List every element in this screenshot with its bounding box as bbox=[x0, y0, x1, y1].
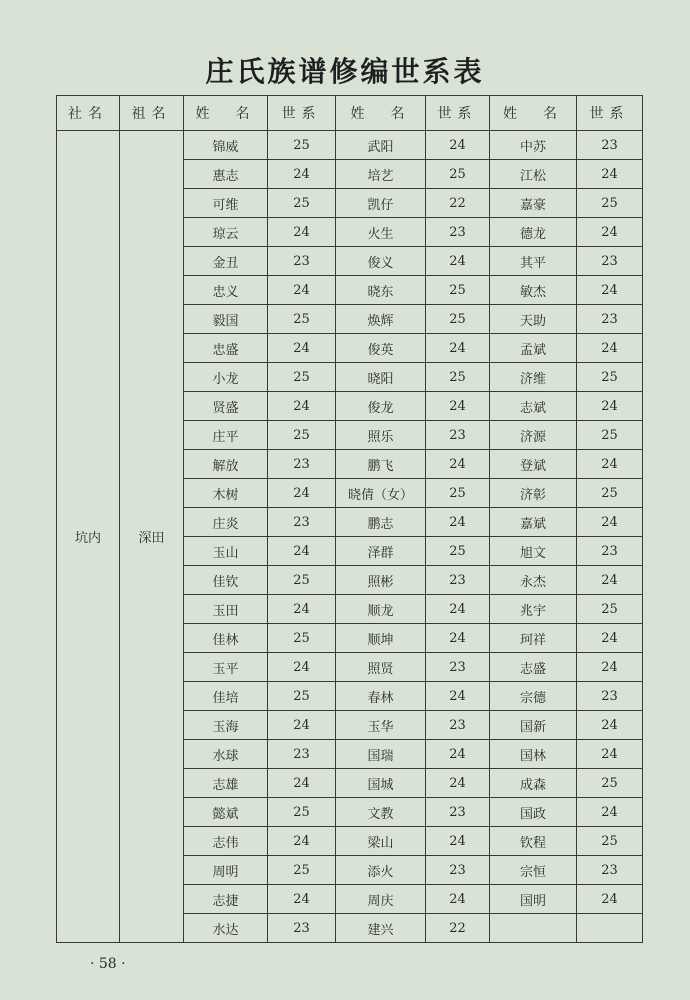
generation-cell: 24 bbox=[426, 682, 490, 711]
generation-cell: 23 bbox=[268, 508, 336, 537]
generation-cell: 25 bbox=[426, 276, 490, 305]
name-cell: 国明 bbox=[490, 885, 577, 914]
name-cell: 武阳 bbox=[336, 131, 426, 160]
name-cell: 忠盛 bbox=[184, 334, 268, 363]
name-cell: 旭文 bbox=[490, 537, 577, 566]
name-cell: 国瑞 bbox=[336, 740, 426, 769]
generation-cell: 23 bbox=[268, 740, 336, 769]
name-cell: 成森 bbox=[490, 769, 577, 798]
generation-cell: 23 bbox=[426, 711, 490, 740]
name-cell: 惠志 bbox=[184, 160, 268, 189]
name-cell: 钦程 bbox=[490, 827, 577, 856]
name-cell: 晓阳 bbox=[336, 363, 426, 392]
name-cell: 珂祥 bbox=[490, 624, 577, 653]
name-cell: 孟斌 bbox=[490, 334, 577, 363]
name-cell: 宗德 bbox=[490, 682, 577, 711]
name-cell: 济彰 bbox=[490, 479, 577, 508]
name-cell: 俊龙 bbox=[336, 392, 426, 421]
name-cell: 培艺 bbox=[336, 160, 426, 189]
name-cell: 玉田 bbox=[184, 595, 268, 624]
name-cell: 庄炎 bbox=[184, 508, 268, 537]
generation-cell: 24 bbox=[426, 595, 490, 624]
name-cell: 国新 bbox=[490, 711, 577, 740]
generation-cell: 25 bbox=[577, 363, 643, 392]
name-cell: 宗恒 bbox=[490, 856, 577, 885]
generation-cell: 25 bbox=[268, 421, 336, 450]
name-cell: 国政 bbox=[490, 798, 577, 827]
generation-cell: 24 bbox=[577, 334, 643, 363]
generation-cell: 23 bbox=[426, 566, 490, 595]
generation-cell: 24 bbox=[577, 740, 643, 769]
generation-cell: 24 bbox=[426, 247, 490, 276]
generation-cell: 25 bbox=[577, 421, 643, 450]
generation-cell: 23 bbox=[577, 682, 643, 711]
she-name-cell: 坑内 bbox=[57, 131, 120, 943]
generation-cell: 24 bbox=[268, 653, 336, 682]
generation-cell: 24 bbox=[268, 711, 336, 740]
name-cell: 添火 bbox=[336, 856, 426, 885]
generation-cell: 24 bbox=[268, 769, 336, 798]
generation-cell: 25 bbox=[426, 537, 490, 566]
generation-cell: 24 bbox=[577, 276, 643, 305]
generation-cell: 24 bbox=[577, 624, 643, 653]
page-title: 庄氏族谱修编世系表 bbox=[205, 55, 485, 88]
name-cell: 中苏 bbox=[490, 131, 577, 160]
generation-cell: 24 bbox=[268, 479, 336, 508]
name-cell: 晓倩（女） bbox=[336, 479, 426, 508]
name-cell: 鹏飞 bbox=[336, 450, 426, 479]
generation-cell: 25 bbox=[268, 624, 336, 653]
generation-cell: 22 bbox=[426, 914, 490, 943]
name-cell: 庄平 bbox=[184, 421, 268, 450]
generation-cell: 24 bbox=[577, 218, 643, 247]
generation-cell: 25 bbox=[577, 827, 643, 856]
genealogy-table bbox=[56, 95, 643, 943]
generation-cell: 24 bbox=[426, 885, 490, 914]
name-cell: 俊英 bbox=[336, 334, 426, 363]
name-cell: 照乐 bbox=[336, 421, 426, 450]
name-cell: 敏杰 bbox=[490, 276, 577, 305]
generation-cell: 25 bbox=[577, 595, 643, 624]
name-cell: 凯仔 bbox=[336, 189, 426, 218]
name-cell: 晓东 bbox=[336, 276, 426, 305]
generation-cell: 24 bbox=[577, 450, 643, 479]
name-cell: 金丑 bbox=[184, 247, 268, 276]
header-row bbox=[57, 96, 643, 131]
generation-cell: 23 bbox=[426, 856, 490, 885]
generation-cell: 24 bbox=[268, 827, 336, 856]
generation-cell: 23 bbox=[577, 305, 643, 334]
header-name-2: 姓 名 bbox=[336, 96, 426, 131]
generation-cell: 25 bbox=[577, 479, 643, 508]
generation-cell: 25 bbox=[426, 479, 490, 508]
name-cell: 周庆 bbox=[336, 885, 426, 914]
generation-cell: 24 bbox=[577, 392, 643, 421]
name-cell bbox=[490, 914, 577, 943]
name-cell: 玉平 bbox=[184, 653, 268, 682]
generation-cell: 25 bbox=[426, 160, 490, 189]
generation-cell: 25 bbox=[577, 769, 643, 798]
header-she-name: 社名 bbox=[57, 96, 120, 131]
generation-cell: 24 bbox=[426, 827, 490, 856]
name-cell: 其平 bbox=[490, 247, 577, 276]
name-cell: 志捷 bbox=[184, 885, 268, 914]
generation-cell: 25 bbox=[426, 305, 490, 334]
name-cell: 玉海 bbox=[184, 711, 268, 740]
name-cell: 焕辉 bbox=[336, 305, 426, 334]
zu-name-cell: 深田 bbox=[120, 131, 184, 943]
name-cell: 懿斌 bbox=[184, 798, 268, 827]
table-row bbox=[57, 131, 643, 160]
name-cell: 鹏志 bbox=[336, 508, 426, 537]
name-cell: 贤盛 bbox=[184, 392, 268, 421]
generation-cell: 24 bbox=[268, 537, 336, 566]
header-name-1: 姓 名 bbox=[184, 96, 268, 131]
header-generation-2: 世系 bbox=[426, 96, 490, 131]
name-cell: 嘉豪 bbox=[490, 189, 577, 218]
generation-cell: 25 bbox=[268, 189, 336, 218]
generation-cell: 25 bbox=[268, 131, 336, 160]
name-cell: 照贤 bbox=[336, 653, 426, 682]
generation-cell: 24 bbox=[577, 885, 643, 914]
header-generation-3: 世系 bbox=[577, 96, 643, 131]
generation-cell: 23 bbox=[577, 131, 643, 160]
generation-cell: 24 bbox=[268, 218, 336, 247]
name-cell: 天助 bbox=[490, 305, 577, 334]
generation-cell: 24 bbox=[268, 334, 336, 363]
name-cell: 俊义 bbox=[336, 247, 426, 276]
generation-cell: 24 bbox=[577, 653, 643, 682]
name-cell: 周明 bbox=[184, 856, 268, 885]
name-cell: 佳林 bbox=[184, 624, 268, 653]
generation-cell: 25 bbox=[268, 798, 336, 827]
name-cell: 水达 bbox=[184, 914, 268, 943]
generation-cell: 25 bbox=[268, 305, 336, 334]
generation-cell: 24 bbox=[426, 392, 490, 421]
generation-cell: 24 bbox=[426, 740, 490, 769]
page-number: · 58 · bbox=[90, 956, 126, 972]
generation-cell: 23 bbox=[268, 914, 336, 943]
name-cell: 国林 bbox=[490, 740, 577, 769]
generation-cell: 23 bbox=[577, 247, 643, 276]
generation-cell: 24 bbox=[268, 276, 336, 305]
name-cell: 可维 bbox=[184, 189, 268, 218]
name-cell: 毅国 bbox=[184, 305, 268, 334]
name-cell: 佳钦 bbox=[184, 566, 268, 595]
name-cell: 泽群 bbox=[336, 537, 426, 566]
name-cell: 锦威 bbox=[184, 131, 268, 160]
name-cell: 济源 bbox=[490, 421, 577, 450]
name-cell: 木树 bbox=[184, 479, 268, 508]
generation-cell bbox=[577, 914, 643, 943]
generation-cell: 24 bbox=[268, 885, 336, 914]
generation-cell: 24 bbox=[426, 131, 490, 160]
generation-cell: 24 bbox=[577, 798, 643, 827]
name-cell: 梁山 bbox=[336, 827, 426, 856]
name-cell: 永杰 bbox=[490, 566, 577, 595]
generation-cell: 24 bbox=[577, 711, 643, 740]
name-cell: 小龙 bbox=[184, 363, 268, 392]
generation-cell: 23 bbox=[426, 218, 490, 247]
generation-cell: 24 bbox=[268, 160, 336, 189]
name-cell: 兆宇 bbox=[490, 595, 577, 624]
name-cell: 志盛 bbox=[490, 653, 577, 682]
generation-cell: 24 bbox=[426, 508, 490, 537]
generation-cell: 25 bbox=[426, 363, 490, 392]
name-cell: 顺坤 bbox=[336, 624, 426, 653]
header-name-3: 姓 名 bbox=[490, 96, 577, 131]
name-cell: 德龙 bbox=[490, 218, 577, 247]
generation-cell: 24 bbox=[426, 769, 490, 798]
generation-cell: 25 bbox=[268, 566, 336, 595]
name-cell: 顺龙 bbox=[336, 595, 426, 624]
generation-cell: 23 bbox=[426, 798, 490, 827]
name-cell: 登斌 bbox=[490, 450, 577, 479]
generation-cell: 23 bbox=[577, 537, 643, 566]
generation-cell: 25 bbox=[577, 189, 643, 218]
generation-cell: 23 bbox=[577, 856, 643, 885]
header-zu-name: 祖名 bbox=[120, 96, 184, 131]
name-cell: 琼云 bbox=[184, 218, 268, 247]
generation-cell: 23 bbox=[426, 421, 490, 450]
name-cell: 佳培 bbox=[184, 682, 268, 711]
generation-cell: 23 bbox=[426, 653, 490, 682]
name-cell: 志斌 bbox=[490, 392, 577, 421]
generation-cell: 24 bbox=[426, 450, 490, 479]
name-cell: 玉山 bbox=[184, 537, 268, 566]
generation-cell: 24 bbox=[577, 160, 643, 189]
generation-cell: 24 bbox=[268, 595, 336, 624]
generation-cell: 23 bbox=[268, 450, 336, 479]
generation-cell: 25 bbox=[268, 682, 336, 711]
generation-cell: 25 bbox=[268, 856, 336, 885]
generation-cell: 24 bbox=[426, 624, 490, 653]
name-cell: 嘉斌 bbox=[490, 508, 577, 537]
generation-cell: 23 bbox=[268, 247, 336, 276]
name-cell: 建兴 bbox=[336, 914, 426, 943]
name-cell: 忠义 bbox=[184, 276, 268, 305]
name-cell: 水球 bbox=[184, 740, 268, 769]
name-cell: 济维 bbox=[490, 363, 577, 392]
name-cell: 志雄 bbox=[184, 769, 268, 798]
generation-cell: 24 bbox=[577, 508, 643, 537]
name-cell: 照彬 bbox=[336, 566, 426, 595]
name-cell: 解放 bbox=[184, 450, 268, 479]
generation-cell: 24 bbox=[268, 392, 336, 421]
generation-cell: 24 bbox=[577, 566, 643, 595]
generation-cell: 22 bbox=[426, 189, 490, 218]
name-cell: 春林 bbox=[336, 682, 426, 711]
generation-cell: 24 bbox=[426, 334, 490, 363]
name-cell: 志伟 bbox=[184, 827, 268, 856]
generation-cell: 25 bbox=[268, 363, 336, 392]
name-cell: 国城 bbox=[336, 769, 426, 798]
name-cell: 江松 bbox=[490, 160, 577, 189]
name-cell: 玉华 bbox=[336, 711, 426, 740]
name-cell: 火生 bbox=[336, 218, 426, 247]
name-cell: 文教 bbox=[336, 798, 426, 827]
header-generation-1: 世系 bbox=[268, 96, 336, 131]
